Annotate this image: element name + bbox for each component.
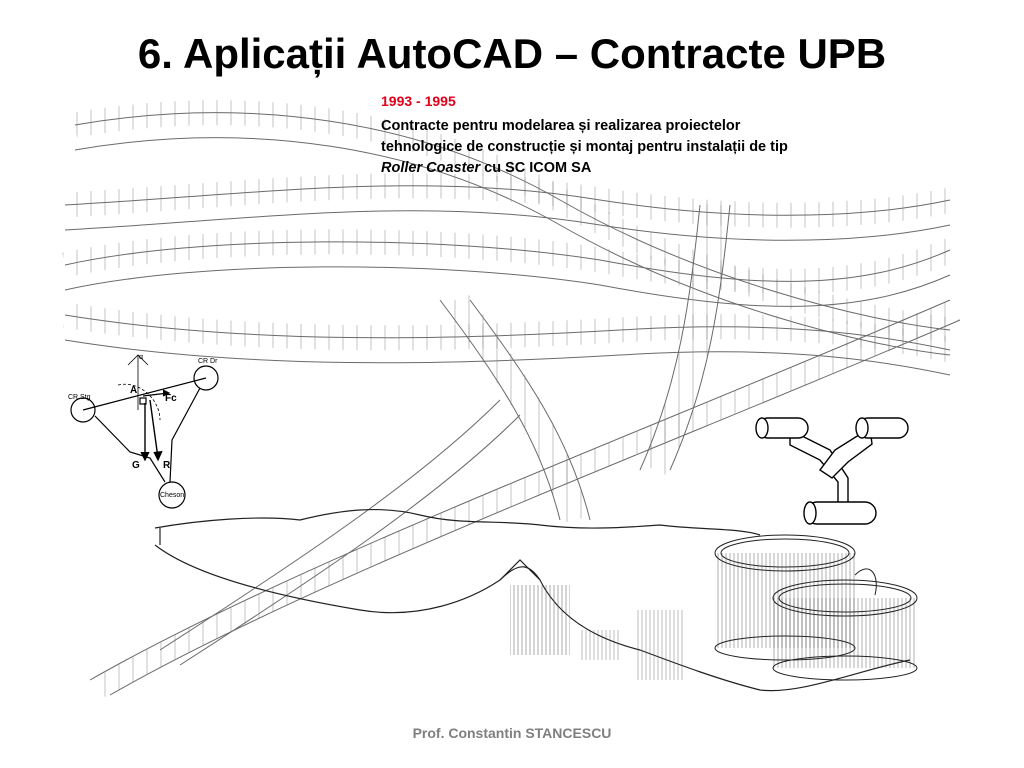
- label-r: R: [163, 460, 171, 471]
- label-cr-stg: CR Stg: [68, 394, 91, 401]
- force-diagram-labels: [68, 354, 218, 499]
- coaster-loops: [715, 535, 917, 680]
- label-cr-dr: CR Dr: [198, 358, 218, 365]
- contract-description: [381, 116, 911, 179]
- footer-author: Prof. Constantin STANCESCU: [412, 725, 612, 741]
- contract-years: 1993 - 1995: [381, 93, 456, 109]
- force-diagram: [71, 355, 218, 508]
- description-line-1: Contracte pentru modelarea și realizarea proiectelor: [381, 118, 741, 134]
- label-cheson: Cheson: [160, 492, 185, 499]
- description-line-2: tehnologice de construcție și montaj pentru instalații de tip: [381, 139, 788, 155]
- label-alpha: α: [139, 354, 144, 361]
- page-title: 6. Aplicații AutoCAD – Contracte UPB: [137, 30, 887, 77]
- label-fc: Fc: [165, 393, 177, 404]
- wheel-carrier-icon: [756, 418, 908, 524]
- description-tail: cu SC ICOM SA: [480, 160, 592, 176]
- description-italic: Roller Coaster: [381, 160, 481, 176]
- label-a: A: [130, 385, 138, 396]
- label-g: G: [132, 460, 140, 471]
